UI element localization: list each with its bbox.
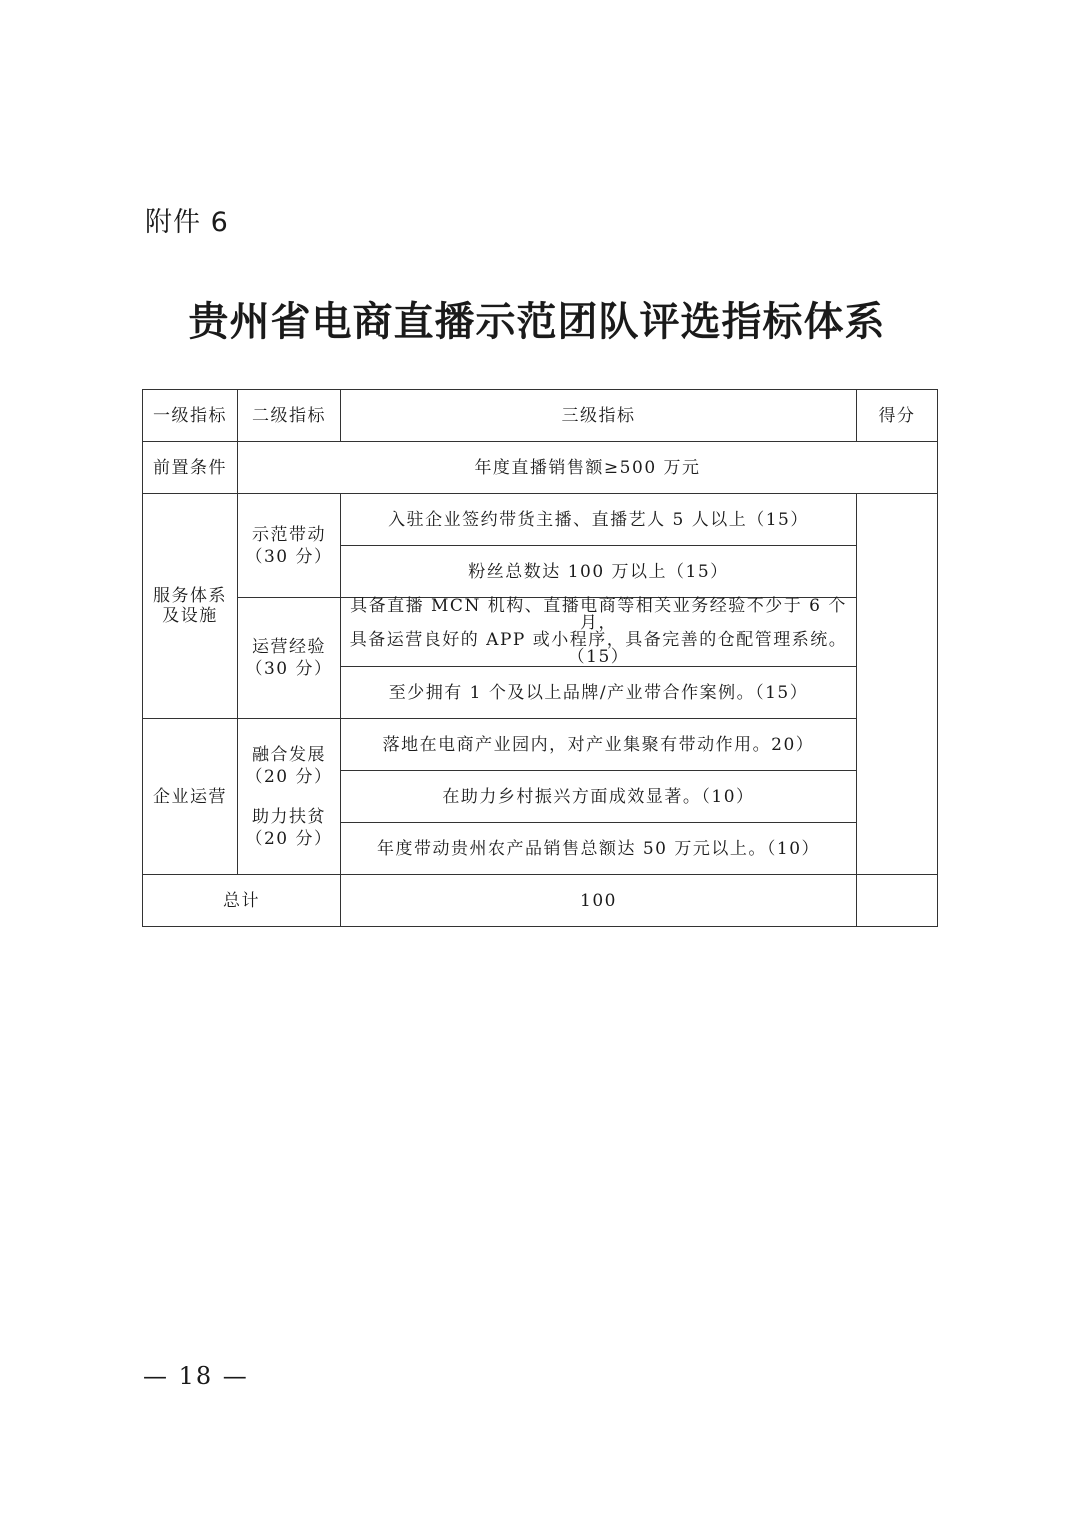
header-score: 得分: [857, 390, 938, 442]
table-row: [143, 598, 938, 667]
group1-sub2-item2: 至少拥有 1 个及以上品牌/产业带合作案例。（15）: [341, 667, 857, 719]
header-level2: 二级指标: [238, 390, 341, 442]
table-row: [143, 719, 938, 771]
total-value: 100: [341, 875, 857, 927]
group2-sub2-points: （20 分）: [245, 828, 333, 849]
total-score-blank: [857, 875, 938, 927]
group2-level1: 企业运营: [143, 719, 238, 875]
document-title: 贵州省电商直播示范团队评选指标体系: [188, 298, 886, 345]
table-row: [143, 494, 938, 546]
group1-level1-cell: [143, 494, 238, 719]
group1-sub2-item1-line2: 具备运营良好的 APP 或小程序，具备完善的仓配管理系统。: [349, 630, 848, 650]
group1-sub2-points: （30 分）: [245, 659, 333, 679]
group1-sub2-item1-line3: （15）: [567, 647, 630, 667]
header-level3: 三级指标: [341, 390, 857, 442]
evaluation-index-table: [142, 389, 938, 927]
group1-sub1-item2: 粉丝总数达 100 万以上（15）: [341, 546, 857, 598]
prerequisite-value: 年度直播销售额≥500 万元: [238, 442, 938, 494]
total-label: 总计: [143, 875, 341, 927]
group1-sub1-item1: 入驻企业签约带货主播、直播艺人 5 人以上（15）: [341, 494, 857, 546]
header-level1: 一级指标: [143, 390, 238, 442]
group2-item3: 年度带动贵州农产品销售总额达 50 万元以上。（10）: [341, 823, 857, 875]
group1-sub2-cell: [238, 598, 341, 719]
group1-level1-line1: 服务体系: [153, 586, 227, 606]
score-cell-blank: [857, 494, 938, 875]
group1-sub2-name: 运营经验: [252, 637, 326, 657]
prerequisite-row: [143, 442, 938, 494]
table-header-row: [143, 390, 938, 442]
group2-sub-cell: [238, 719, 341, 875]
group2-item2: 在助力乡村振兴方面成效显著。（10）: [341, 771, 857, 823]
group1-level1-line2: 及设施: [162, 606, 218, 626]
total-row: [143, 875, 938, 927]
group1-sub2-item1: [341, 598, 857, 667]
group1-sub1-cell: [238, 494, 341, 598]
group1-sub2-item1-line1: 具备直播 MCN 机构、直播电商等相关业务经验不少于 6 个月，: [350, 596, 847, 633]
prerequisite-label: 前置条件: [143, 442, 238, 494]
group2-sub1-name: 融合发展: [252, 744, 326, 765]
group2-item1: 落地在电商产业园内，对产业集聚有带动作用。20）: [341, 719, 857, 771]
attachment-label: 附件 6: [145, 207, 229, 238]
group1-sub1-points: （30 分）: [245, 546, 333, 567]
group2-sub1-points: （20 分）: [245, 766, 333, 787]
group2-sub2-name: 助力扶贫: [252, 806, 326, 827]
page-number: — 18 —: [143, 1362, 249, 1390]
group1-sub1-name: 示范带动: [252, 524, 326, 545]
